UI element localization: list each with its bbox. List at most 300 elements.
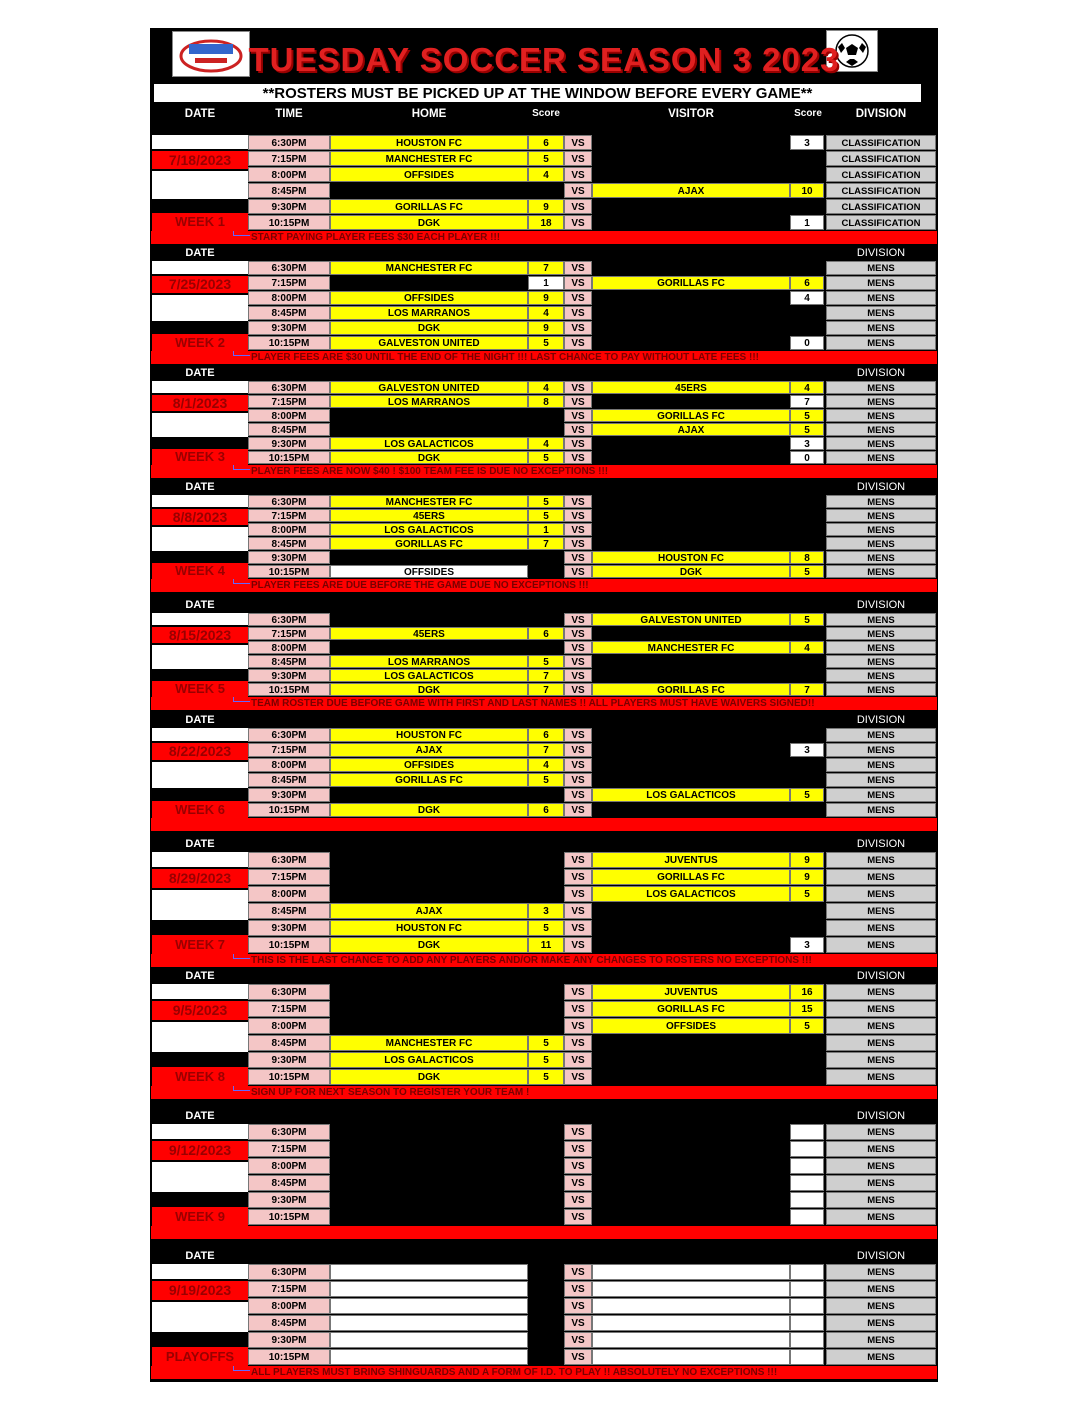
home-team — [330, 984, 528, 1000]
home-team: HOUSTON FC — [330, 920, 528, 936]
home-team — [330, 1018, 528, 1034]
visitor-team — [592, 1069, 790, 1085]
visitor-score — [790, 903, 824, 919]
visitor-team — [592, 937, 790, 953]
date-spacer — [152, 1162, 248, 1192]
game-time: 7:15PM — [248, 395, 330, 408]
vs-label: VS — [564, 395, 592, 408]
home-team: OFFSIDES — [330, 167, 528, 182]
vs-label: VS — [564, 1052, 592, 1068]
home-score — [528, 1124, 564, 1140]
vs-label: VS — [564, 641, 592, 654]
visitor-team — [592, 1349, 790, 1365]
week-division-header: DIVISION — [856, 481, 906, 493]
week-label: WEEK 5 — [152, 681, 248, 697]
division: MENS — [826, 451, 936, 464]
division: MENS — [826, 565, 936, 578]
date-spacer — [152, 1302, 248, 1332]
home-team: GORILLAS FC — [330, 537, 528, 550]
visitor-team: GORILLAS FC — [592, 276, 790, 290]
division: MENS — [826, 336, 936, 350]
game-time: 9:30PM — [248, 1332, 330, 1348]
vs-label: VS — [564, 1281, 592, 1297]
visitor-team: HOUSTON FC — [592, 551, 790, 564]
week-date: 9/19/2023 — [152, 1281, 248, 1300]
division: MENS — [826, 803, 936, 817]
vs-label: VS — [564, 451, 592, 464]
game-time: 8:45PM — [248, 1035, 330, 1051]
visitor-team — [592, 1332, 790, 1348]
visitor-team — [592, 437, 790, 450]
home-team: DGK — [330, 1069, 528, 1085]
home-score — [528, 1018, 564, 1034]
visitor-team: 45ERS — [592, 381, 790, 394]
week-division-header: DIVISION — [856, 970, 906, 982]
game-time: 6:30PM — [248, 852, 330, 868]
visitor-score: 1 — [790, 215, 824, 230]
date-spacer — [152, 613, 248, 625]
week-date: 8/15/2023 — [152, 627, 248, 643]
vs-label: VS — [564, 1349, 592, 1365]
home-team: MANCHESTER FC — [330, 151, 528, 166]
date-spacer — [152, 295, 248, 321]
game-time: 8:45PM — [248, 773, 330, 787]
home-score — [528, 613, 564, 626]
visitor-team: LOS GALACTICOS — [592, 886, 790, 902]
game-time: 7:15PM — [248, 627, 330, 640]
visitor-team — [592, 321, 790, 335]
week-note: PLAYER FEES ARE $30 UNTIL THE END OF THE NIGHT !!! LAST CHANCE TO PAY WITHOUT LATE FEES !!! — [151, 351, 937, 364]
visitor-score — [790, 261, 824, 275]
week-date: 8/8/2023 — [152, 509, 248, 525]
visitor-score — [790, 627, 824, 640]
vs-label: VS — [564, 423, 592, 436]
date-spacer — [152, 261, 248, 274]
week-date-header: DATE — [185, 1250, 215, 1262]
home-team: LOS GALACTICOS — [330, 437, 528, 450]
visitor-team — [592, 669, 790, 682]
vs-label: VS — [564, 886, 592, 902]
week-division-header: DIVISION — [856, 247, 906, 259]
visitor-team — [592, 728, 790, 742]
division: MENS — [826, 523, 936, 536]
home-team — [330, 613, 528, 626]
vs-label: VS — [564, 1315, 592, 1331]
visitor-team: OFFSIDES — [592, 1018, 790, 1034]
visitor-team — [592, 395, 790, 408]
visitor-score — [790, 199, 824, 214]
division: MENS — [826, 1281, 936, 1297]
visitor-score — [790, 523, 824, 536]
visitor-score — [790, 1349, 824, 1365]
vs-label: VS — [564, 869, 592, 885]
home-score: 11 — [528, 937, 564, 953]
division: MENS — [826, 437, 936, 450]
week-division-header: DIVISION — [856, 714, 906, 726]
week-date: 9/5/2023 — [152, 1001, 248, 1020]
division: MENS — [826, 1141, 936, 1157]
game-time: 10:15PM — [248, 803, 330, 817]
home-team: LOS GALACTICOS — [330, 1052, 528, 1068]
home-team — [330, 1298, 528, 1314]
division: MENS — [826, 1332, 936, 1348]
vs-label: VS — [564, 788, 592, 802]
home-team: DGK — [330, 937, 528, 953]
visitor-team — [592, 199, 790, 214]
visitor-score — [790, 803, 824, 817]
division: MENS — [826, 852, 936, 868]
vs-label: VS — [564, 984, 592, 1000]
visitor-team: GORILLAS FC — [592, 1001, 790, 1017]
home-score: 7 — [528, 261, 564, 275]
date-spacer — [152, 852, 248, 867]
visitor-team — [592, 261, 790, 275]
game-time: 8:45PM — [248, 655, 330, 668]
home-score — [528, 1192, 564, 1208]
home-score: 3 — [528, 903, 564, 919]
visitor-score: 0 — [790, 451, 824, 464]
game-time: 9:30PM — [248, 669, 330, 682]
game-time: 6:30PM — [248, 135, 330, 150]
visitor-score: 5 — [790, 409, 824, 422]
visitor-score — [790, 1192, 824, 1208]
game-time: 8:45PM — [248, 1175, 330, 1191]
visitor-team — [592, 743, 790, 757]
home-score: 9 — [528, 199, 564, 214]
visitor-score: 7 — [790, 683, 824, 696]
header-score-home: Score — [532, 108, 560, 119]
week-date-header: DATE — [185, 599, 215, 611]
arrow-icon — [233, 579, 250, 584]
home-score: 6 — [528, 728, 564, 742]
week-note: PLAYER FEES ARE DUE BEFORE THE GAME DUE NO EXCEPTIONS !!! — [151, 579, 937, 592]
date-spacer — [152, 135, 248, 149]
visitor-score — [790, 655, 824, 668]
week-label: WEEK 8 — [152, 1067, 248, 1086]
visitor-team — [592, 1298, 790, 1314]
home-team — [330, 788, 528, 802]
division: MENS — [826, 423, 936, 436]
home-team — [330, 1124, 528, 1140]
home-score: 5 — [528, 920, 564, 936]
visitor-score: 0 — [790, 336, 824, 350]
week-division-header: DIVISION — [856, 367, 906, 379]
week-note — [151, 818, 937, 831]
vs-label: VS — [564, 613, 592, 626]
date-spacer — [152, 381, 248, 393]
visitor-score: 6 — [790, 276, 824, 290]
home-team — [330, 886, 528, 902]
division: MENS — [826, 495, 936, 508]
division: MENS — [826, 613, 936, 626]
visitor-score: 8 — [790, 551, 824, 564]
visitor-team — [592, 655, 790, 668]
home-team: AJAX — [330, 743, 528, 757]
arrow-icon — [233, 351, 250, 356]
week-label: WEEK 4 — [152, 563, 248, 579]
arrow-icon — [233, 697, 250, 702]
division: CLASSIFICATION — [826, 151, 936, 166]
week-date-header: DATE — [185, 1110, 215, 1122]
vs-label: VS — [564, 773, 592, 787]
vs-label: VS — [564, 1298, 592, 1314]
visitor-score — [790, 773, 824, 787]
home-score: 7 — [528, 669, 564, 682]
game-time: 8:00PM — [248, 167, 330, 182]
game-time: 10:15PM — [248, 451, 330, 464]
vs-label: VS — [564, 523, 592, 536]
home-score: 7 — [528, 683, 564, 696]
week-note: ALL PLAYERS MUST BRING SHINGUARDS AND A FORM OF I.D. TO PLAY !! ABSOLUTELY NO EXCEPTIONS !!! — [151, 1366, 937, 1379]
date-spacer — [152, 645, 248, 669]
game-time: 8:45PM — [248, 903, 330, 919]
visitor-score: 4 — [790, 291, 824, 305]
home-team: GALVESTON UNITED — [330, 381, 528, 394]
game-time: 7:15PM — [248, 151, 330, 166]
home-score: 6 — [528, 627, 564, 640]
date-spacer — [152, 527, 248, 551]
visitor-team — [592, 1315, 790, 1331]
vs-label: VS — [564, 261, 592, 275]
visitor-score: 3 — [790, 437, 824, 450]
home-team — [330, 852, 528, 868]
visitor-team: AJAX — [592, 183, 790, 198]
vs-label: VS — [564, 1001, 592, 1017]
home-score — [528, 1264, 564, 1280]
week-label: WEEK 2 — [152, 334, 248, 351]
visitor-score: 5 — [790, 788, 824, 802]
home-team — [330, 1141, 528, 1157]
game-time: 9:30PM — [248, 321, 330, 335]
visitor-team — [592, 291, 790, 305]
visitor-score — [790, 758, 824, 772]
home-score — [528, 1332, 564, 1348]
visitor-team — [592, 151, 790, 166]
division: MENS — [826, 669, 936, 682]
vs-label: VS — [564, 1192, 592, 1208]
week-note: TEAM ROSTER DUE BEFORE GAME WITH FIRST AND LAST NAMES !! ALL PLAYERS MUST HAVE WAIVERS SIGNED!! — [151, 697, 937, 710]
home-score — [528, 1281, 564, 1297]
week-label: WEEK 3 — [152, 449, 248, 465]
week-note: START PAYING PLAYER FEES $30 EACH PLAYER !!! — [151, 231, 937, 244]
home-score — [528, 409, 564, 422]
division: MENS — [826, 1035, 936, 1051]
division: MENS — [826, 869, 936, 885]
visitor-team: GORILLAS FC — [592, 409, 790, 422]
home-score: 7 — [528, 743, 564, 757]
division: MENS — [826, 306, 936, 320]
game-time: 8:00PM — [248, 409, 330, 422]
week-note: SIGN UP FOR NEXT SEASON TO REGISTER YOUR TEAM ! — [151, 1086, 937, 1099]
home-team: LOS MARRANOS — [330, 306, 528, 320]
visitor-team — [592, 1124, 790, 1140]
visitor-score — [790, 537, 824, 550]
visitor-team — [592, 1209, 790, 1225]
home-team: LOS MARRANOS — [330, 655, 528, 668]
visitor-team — [592, 627, 790, 640]
week-division-header: DIVISION — [856, 838, 906, 850]
home-score — [528, 1349, 564, 1365]
home-score — [528, 423, 564, 436]
visitor-team — [592, 215, 790, 230]
home-score — [528, 1158, 564, 1174]
division: MENS — [826, 788, 936, 802]
game-time: 10:15PM — [248, 565, 330, 578]
home-score: 4 — [528, 381, 564, 394]
vs-label: VS — [564, 1158, 592, 1174]
game-time: 8:45PM — [248, 306, 330, 320]
home-score — [528, 551, 564, 564]
division: MENS — [826, 261, 936, 275]
game-time: 9:30PM — [248, 1052, 330, 1068]
visitor-score — [790, 1298, 824, 1314]
visitor-team — [592, 523, 790, 536]
vs-label: VS — [564, 321, 592, 335]
home-team — [330, 1192, 528, 1208]
week-label: PLAYOFFS — [152, 1347, 248, 1366]
week-label: WEEK 1 — [152, 213, 248, 231]
week-date-header: DATE — [185, 481, 215, 493]
home-team — [330, 641, 528, 654]
game-time: 10:15PM — [248, 1069, 330, 1085]
home-team: MANCHESTER FC — [330, 1035, 528, 1051]
division: MENS — [826, 1069, 936, 1085]
game-time: 8:45PM — [248, 183, 330, 198]
visitor-team: JUVENTUS — [592, 984, 790, 1000]
visitor-team — [592, 758, 790, 772]
vs-label: VS — [564, 1332, 592, 1348]
week-label: WEEK 6 — [152, 801, 248, 818]
vs-label: VS — [564, 199, 592, 214]
arrow-icon — [233, 1366, 250, 1371]
home-score: 5 — [528, 1069, 564, 1085]
game-time: 8:00PM — [248, 1018, 330, 1034]
game-time: 8:45PM — [248, 537, 330, 550]
header-division: DIVISION — [855, 108, 907, 120]
game-time: 8:00PM — [248, 1158, 330, 1174]
visitor-team: LOS GALACTICOS — [592, 788, 790, 802]
visitor-team: AJAX — [592, 423, 790, 436]
visitor-score — [790, 1035, 824, 1051]
visitor-score — [790, 1175, 824, 1191]
visitor-team — [592, 803, 790, 817]
home-score — [528, 641, 564, 654]
vs-label: VS — [564, 183, 592, 198]
game-time: 9:30PM — [248, 1192, 330, 1208]
visitor-score: 5 — [790, 613, 824, 626]
game-time: 6:30PM — [248, 613, 330, 626]
date-spacer — [152, 413, 248, 437]
home-score — [528, 183, 564, 198]
vs-label: VS — [564, 215, 592, 230]
arrow-icon — [233, 231, 250, 236]
division: MENS — [826, 984, 936, 1000]
division: MENS — [826, 551, 936, 564]
game-time: 6:30PM — [248, 261, 330, 275]
week-label: WEEK 7 — [152, 935, 248, 954]
division: CLASSIFICATION — [826, 199, 936, 214]
home-score: 5 — [528, 1035, 564, 1051]
week-division-header: DIVISION — [856, 599, 906, 611]
home-team: HOUSTON FC — [330, 728, 528, 742]
week-date: 7/18/2023 — [152, 151, 248, 169]
division: CLASSIFICATION — [826, 215, 936, 230]
vs-label: VS — [564, 437, 592, 450]
home-score — [528, 1001, 564, 1017]
home-team: MANCHESTER FC — [330, 261, 528, 275]
visitor-score: 3 — [790, 743, 824, 757]
header-visitor: VISITOR — [668, 108, 714, 120]
vs-label: VS — [564, 1069, 592, 1085]
visitor-team — [592, 537, 790, 550]
visitor-team — [592, 1175, 790, 1191]
division: MENS — [826, 886, 936, 902]
home-score: 5 — [528, 1052, 564, 1068]
header-score-visitor: Score — [794, 108, 822, 119]
home-score: 5 — [528, 151, 564, 166]
home-score — [528, 788, 564, 802]
home-score — [528, 1315, 564, 1331]
visitor-team — [592, 306, 790, 320]
visitor-score: 4 — [790, 641, 824, 654]
vs-label: VS — [564, 151, 592, 166]
visitor-team — [592, 920, 790, 936]
home-score: 1 — [528, 276, 564, 290]
division: MENS — [826, 381, 936, 394]
game-time: 7:15PM — [248, 1281, 330, 1297]
home-team — [330, 1281, 528, 1297]
home-team: MANCHESTER FC — [330, 495, 528, 508]
week-date: 9/12/2023 — [152, 1141, 248, 1160]
vs-label: VS — [564, 1124, 592, 1140]
home-team — [330, 869, 528, 885]
week-division-header: DIVISION — [856, 1110, 906, 1122]
game-time: 9:30PM — [248, 437, 330, 450]
week-date: 8/29/2023 — [152, 869, 248, 888]
vs-label: VS — [564, 306, 592, 320]
vs-label: VS — [564, 937, 592, 953]
visitor-score: 10 — [790, 183, 824, 198]
game-time: 8:00PM — [248, 758, 330, 772]
division: MENS — [826, 1315, 936, 1331]
division: MENS — [826, 903, 936, 919]
game-time: 6:30PM — [248, 495, 330, 508]
home-score: 1 — [528, 523, 564, 536]
vs-label: VS — [564, 683, 592, 696]
date-spacer — [152, 171, 248, 199]
home-team: AJAX — [330, 903, 528, 919]
vs-label: VS — [564, 758, 592, 772]
division: MENS — [826, 1298, 936, 1314]
visitor-team — [592, 495, 790, 508]
visitor-score: 15 — [790, 1001, 824, 1017]
visitor-score: 7 — [790, 395, 824, 408]
visitor-score — [790, 167, 824, 182]
date-spacer — [152, 890, 248, 920]
home-team — [330, 276, 528, 290]
home-score: 6 — [528, 135, 564, 150]
game-time: 8:00PM — [248, 291, 330, 305]
home-team: LOS MARRANOS — [330, 395, 528, 408]
game-time: 10:15PM — [248, 1349, 330, 1365]
division: MENS — [826, 409, 936, 422]
home-team: DGK — [330, 803, 528, 817]
vs-label: VS — [564, 551, 592, 564]
visitor-team: GORILLAS FC — [592, 683, 790, 696]
week-date: 8/1/2023 — [152, 395, 248, 411]
visitor-score: 5 — [790, 886, 824, 902]
game-time: 9:30PM — [248, 199, 330, 214]
